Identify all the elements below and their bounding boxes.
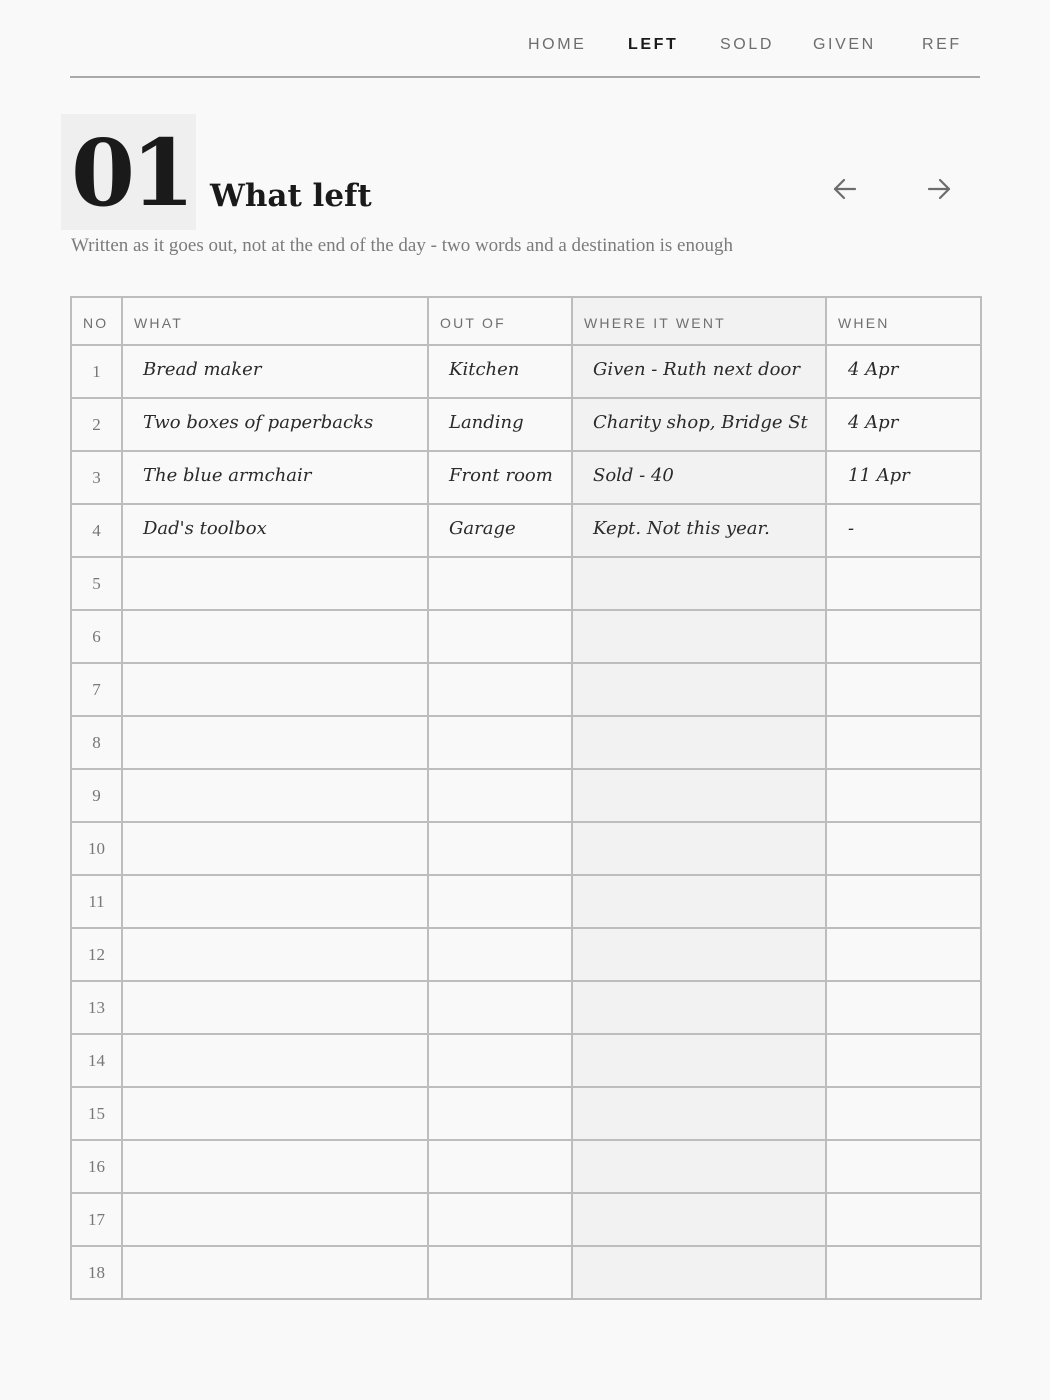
item-out-of-cell[interactable] [428, 716, 572, 769]
previous-page-button[interactable] [828, 172, 862, 206]
item-where-cell[interactable] [572, 875, 826, 928]
row-number: 13 [71, 981, 122, 1034]
item-where-cell[interactable] [572, 716, 826, 769]
item-where-cell[interactable] [572, 345, 826, 398]
item-out-of-text: Front room [449, 465, 553, 486]
table-row [71, 504, 981, 557]
row-number: 7 [71, 663, 122, 716]
page-title: What left [210, 178, 372, 214]
table-header [71, 297, 981, 345]
item-when-text: 4 Apr [848, 412, 899, 433]
item-what-cell[interactable] [122, 1193, 428, 1246]
item-when-cell[interactable] [826, 822, 981, 875]
item-out-of-cell[interactable] [428, 1193, 572, 1246]
item-where-cell[interactable] [572, 557, 826, 610]
item-where-cell[interactable] [572, 1034, 826, 1087]
item-out-of-text: Kitchen [449, 359, 520, 380]
item-what-cell[interactable] [122, 769, 428, 822]
item-where-cell[interactable] [572, 1140, 826, 1193]
item-when-cell[interactable] [826, 557, 981, 610]
item-what-text: Two boxes of paperbacks [143, 412, 374, 433]
item-where-cell[interactable] [572, 504, 826, 557]
item-where-cell[interactable] [572, 610, 826, 663]
item-when-cell[interactable] [826, 1034, 981, 1087]
page-number: 01 [71, 119, 192, 227]
item-what-cell[interactable] [122, 822, 428, 875]
table-row [71, 822, 981, 875]
item-where-text: Kept. Not this year. [593, 518, 770, 539]
column-header-where-it-went: WHERE IT WENT [572, 297, 826, 345]
item-what-cell[interactable] [122, 398, 428, 451]
item-out-of-cell[interactable] [428, 451, 572, 504]
table-row [71, 875, 981, 928]
table-body [71, 345, 981, 1299]
item-what-cell[interactable] [122, 981, 428, 1034]
top-nav [70, 0, 980, 78]
row-number: 14 [71, 1034, 122, 1087]
item-where-text: Charity shop, Bridge St [593, 412, 808, 433]
table-row [71, 398, 981, 451]
item-when-cell[interactable] [826, 663, 981, 716]
row-number: 11 [71, 875, 122, 928]
column-header-what: WHAT [122, 297, 428, 345]
item-when-cell[interactable] [826, 716, 981, 769]
item-what-cell[interactable] [122, 875, 428, 928]
item-out-of-cell[interactable] [428, 1087, 572, 1140]
item-out-of-cell[interactable] [428, 1140, 572, 1193]
table-row [71, 1034, 981, 1087]
item-what-text: The blue armchair [143, 465, 312, 486]
item-when-cell[interactable] [826, 1246, 981, 1299]
item-where-text: Given - Ruth next door [593, 359, 800, 380]
nav-item-sold[interactable]: SOLD [720, 36, 774, 53]
table-row [71, 451, 981, 504]
row-number: 5 [71, 557, 122, 610]
nav-item-home[interactable]: HOME [528, 36, 587, 53]
item-what-cell[interactable] [122, 504, 428, 557]
item-what-cell[interactable] [122, 451, 428, 504]
table-row [71, 610, 981, 663]
table-row [71, 663, 981, 716]
item-where-cell[interactable] [572, 1087, 826, 1140]
item-where-cell[interactable] [572, 1246, 826, 1299]
item-what-cell[interactable] [122, 1087, 428, 1140]
item-what-cell[interactable] [122, 610, 428, 663]
item-when-cell[interactable] [826, 981, 981, 1034]
item-out-of-text: Garage [449, 518, 516, 539]
item-when-cell[interactable] [826, 769, 981, 822]
item-where-cell[interactable] [572, 1193, 826, 1246]
item-what-cell[interactable] [122, 1034, 428, 1087]
item-what-text: Bread maker [143, 359, 262, 380]
item-where-cell[interactable] [572, 822, 826, 875]
table-row [71, 769, 981, 822]
item-out-of-cell[interactable] [428, 769, 572, 822]
item-where-cell[interactable] [572, 451, 826, 504]
table-row [71, 1193, 981, 1246]
row-number: 10 [71, 822, 122, 875]
row-number: 18 [71, 1246, 122, 1299]
row-number: 3 [71, 451, 122, 504]
item-when-cell[interactable] [826, 1087, 981, 1140]
row-number: 6 [71, 610, 122, 663]
item-when-cell[interactable] [826, 504, 981, 557]
item-out-of-text: Landing [449, 412, 524, 433]
header-row [71, 297, 981, 345]
item-when-text: 4 Apr [848, 359, 899, 380]
row-number: 16 [71, 1140, 122, 1193]
items-left-table [70, 296, 982, 1300]
table-row [71, 928, 981, 981]
row-number: 12 [71, 928, 122, 981]
table-row [71, 1087, 981, 1140]
item-where-cell[interactable] [572, 981, 826, 1034]
page-number-block [61, 114, 196, 230]
item-out-of-cell[interactable] [428, 1034, 572, 1087]
item-what-cell[interactable] [122, 1246, 428, 1299]
next-page-button[interactable] [922, 172, 956, 206]
item-out-of-cell[interactable] [428, 345, 572, 398]
item-when-cell[interactable] [826, 345, 981, 398]
row-number: 4 [71, 504, 122, 557]
table-row [71, 1140, 981, 1193]
item-out-of-cell[interactable] [428, 663, 572, 716]
item-where-cell[interactable] [572, 398, 826, 451]
item-when-text: 11 Apr [848, 465, 910, 486]
arrow-left-icon [828, 172, 862, 206]
item-when-cell[interactable] [826, 610, 981, 663]
item-what-cell[interactable] [122, 716, 428, 769]
row-number: 15 [71, 1087, 122, 1140]
column-header-when: WHEN [826, 297, 981, 345]
item-where-cell[interactable] [572, 928, 826, 981]
nav-item-left[interactable]: LEFT [628, 36, 679, 53]
item-what-cell[interactable] [122, 928, 428, 981]
item-where-text: Sold - 40 [593, 465, 674, 486]
row-number: 2 [71, 398, 122, 451]
row-number: 8 [71, 716, 122, 769]
item-out-of-cell[interactable] [428, 875, 572, 928]
row-number: 9 [71, 769, 122, 822]
item-what-cell[interactable] [122, 557, 428, 610]
column-header-no: NO [71, 297, 122, 345]
item-out-of-cell[interactable] [428, 504, 572, 557]
item-where-cell[interactable] [572, 663, 826, 716]
item-what-text: Dad's toolbox [143, 518, 267, 539]
item-where-cell[interactable] [572, 769, 826, 822]
row-number: 17 [71, 1193, 122, 1246]
item-when-cell[interactable] [826, 1193, 981, 1246]
table-row [71, 345, 981, 398]
item-out-of-cell[interactable] [428, 822, 572, 875]
arrow-right-icon [922, 172, 956, 206]
item-out-of-cell[interactable] [428, 928, 572, 981]
item-out-of-cell[interactable] [428, 981, 572, 1034]
table-row [71, 716, 981, 769]
item-when-cell[interactable] [826, 875, 981, 928]
page-subtitle: Written as it goes out, not at the end of the day - two words and a destination is enough [71, 235, 733, 256]
item-when-cell[interactable] [826, 1140, 981, 1193]
column-header-out-of: OUT OF [428, 297, 572, 345]
item-out-of-cell[interactable] [428, 1246, 572, 1299]
item-when-cell[interactable] [826, 451, 981, 504]
item-what-cell[interactable] [122, 1140, 428, 1193]
nav-item-ref[interactable]: REF [922, 36, 962, 53]
nav-item-given[interactable]: GIVEN [813, 36, 876, 53]
item-out-of-cell[interactable] [428, 610, 572, 663]
table-row [71, 1246, 981, 1299]
item-when-cell[interactable] [826, 398, 981, 451]
table-row [71, 557, 981, 610]
item-when-text: - [848, 518, 855, 539]
table-row [71, 981, 981, 1034]
row-number: 1 [71, 345, 122, 398]
item-out-of-cell[interactable] [428, 557, 572, 610]
item-what-cell[interactable] [122, 345, 428, 398]
item-what-cell[interactable] [122, 663, 428, 716]
item-when-cell[interactable] [826, 928, 981, 981]
item-out-of-cell[interactable] [428, 398, 572, 451]
